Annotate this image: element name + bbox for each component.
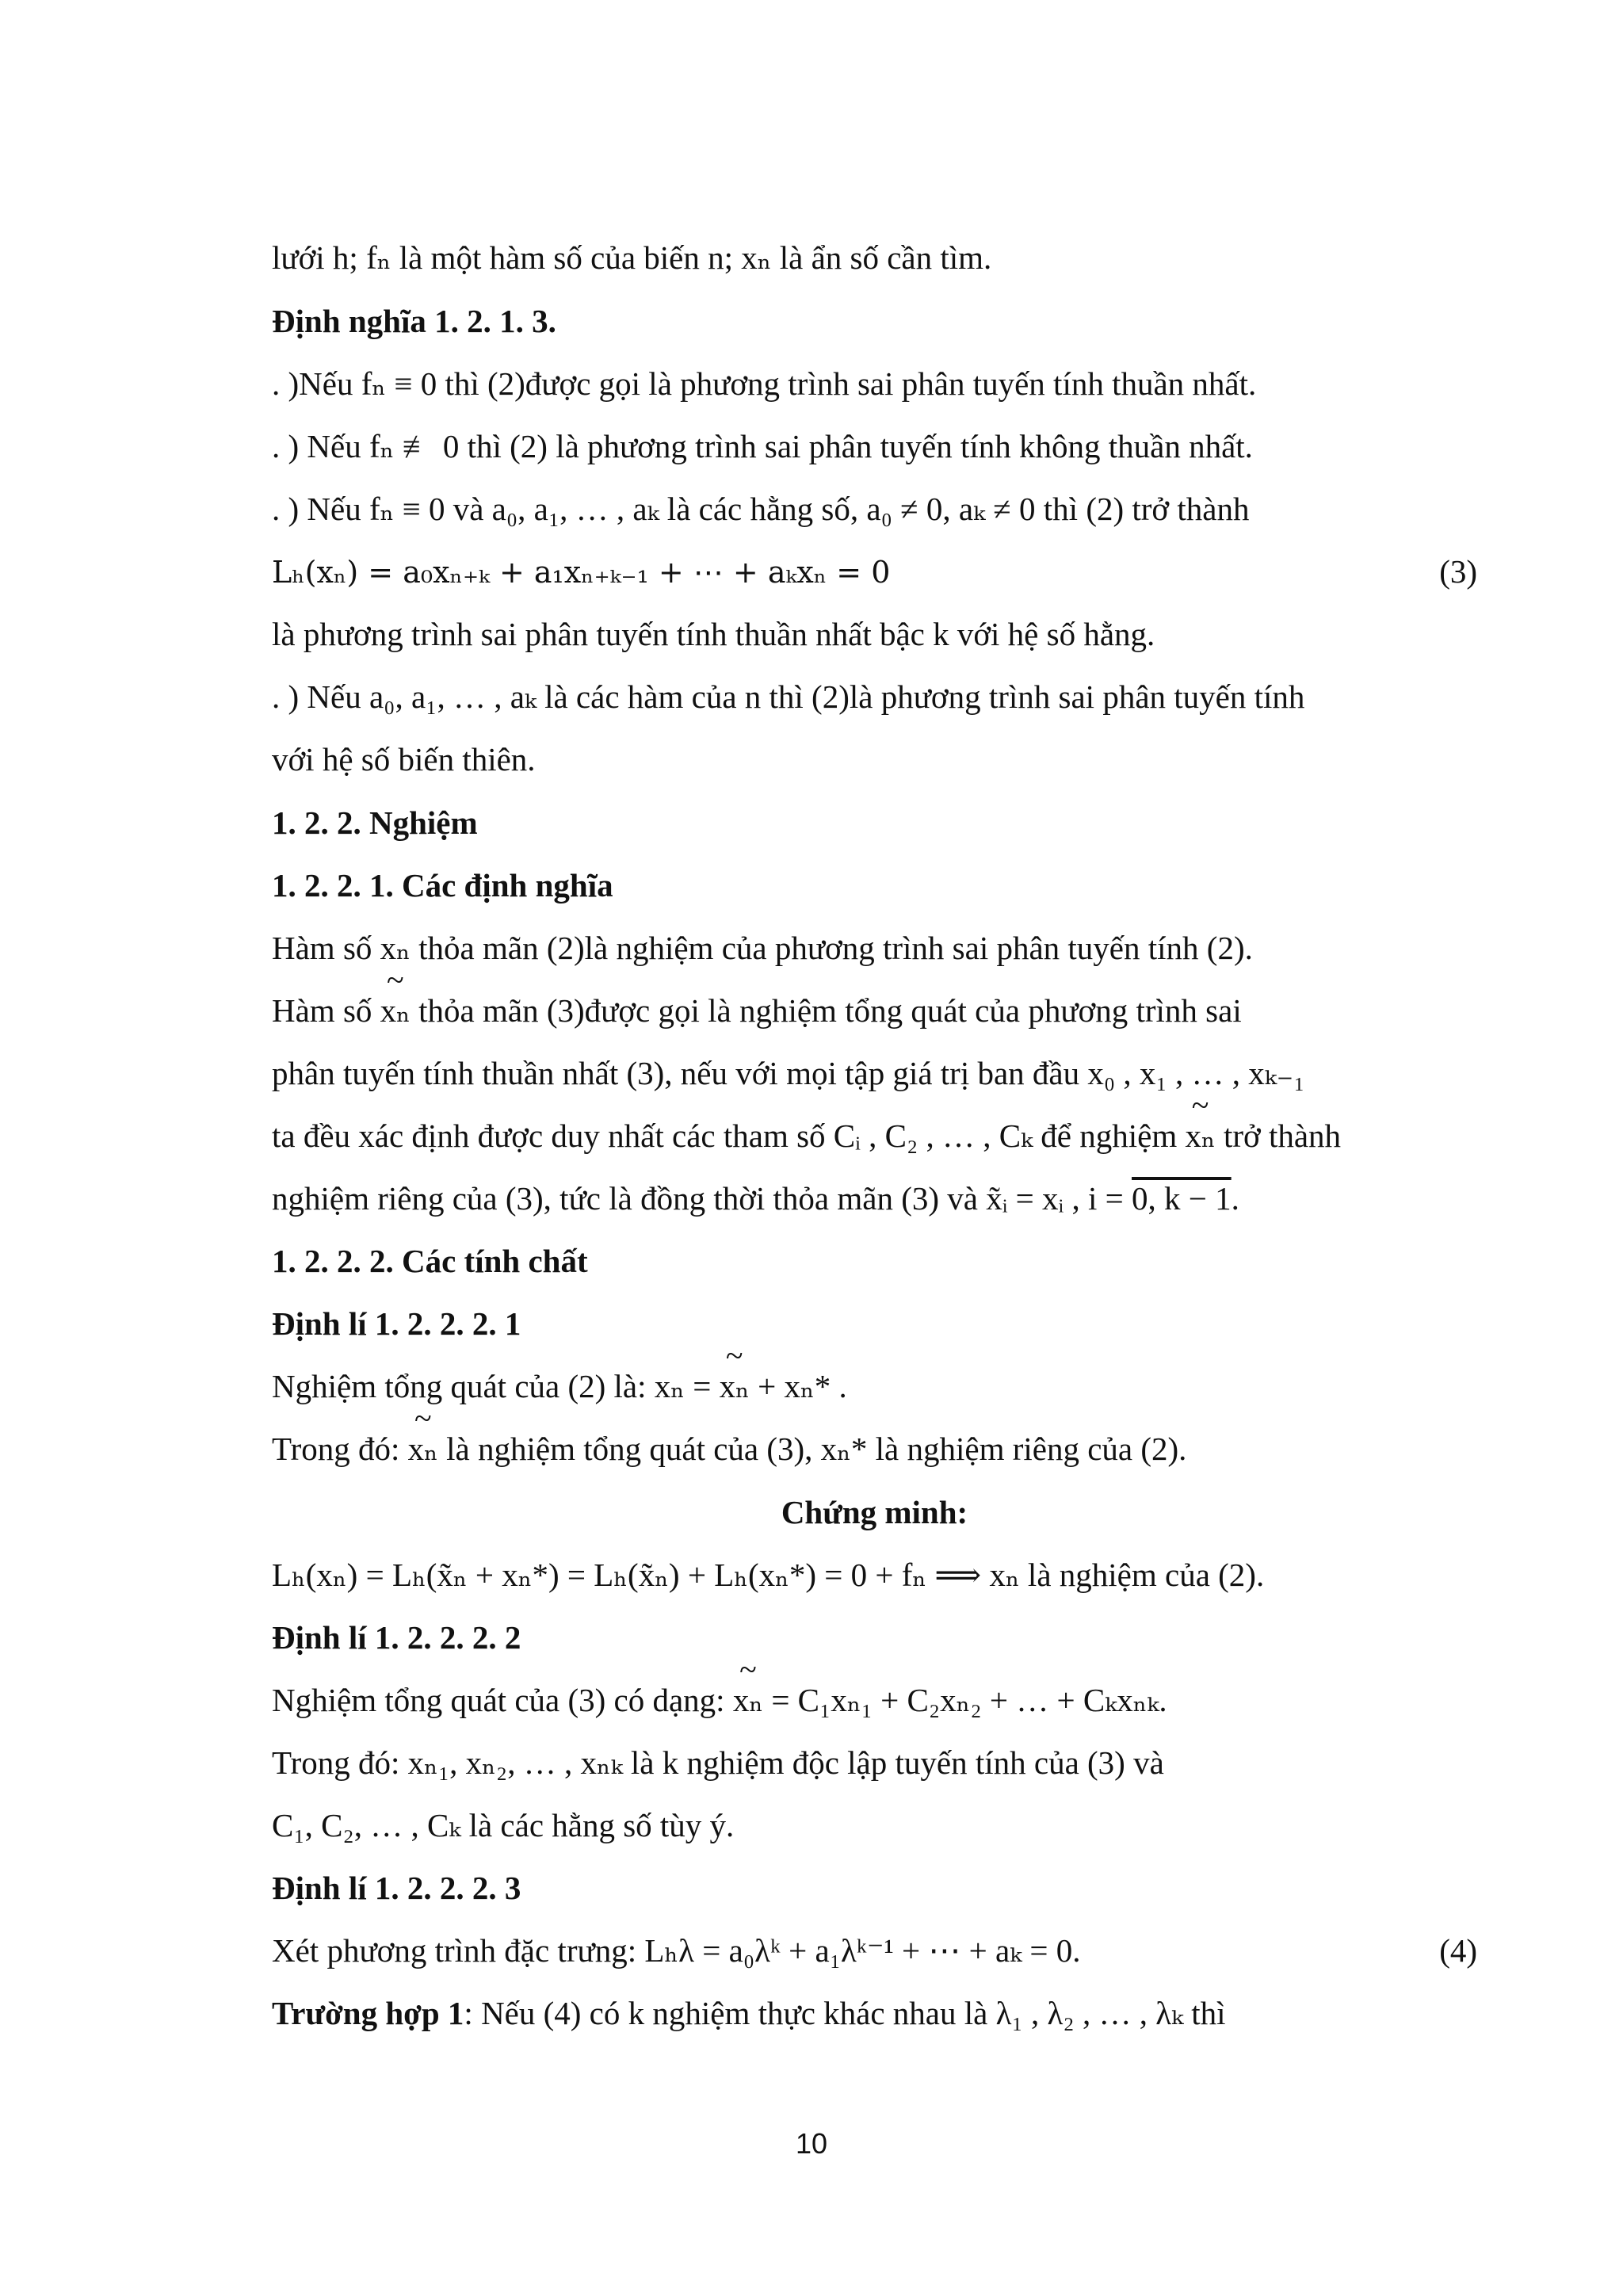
definition-heading: Định nghĩa 1. 2. 1. 3.: [272, 303, 556, 339]
general-solution-symbol: ~ xₙ: [408, 1427, 438, 1471]
page-number: 10: [795, 2127, 828, 2160]
subsection-heading: 1. 2. 2. 1. Các định nghĩa: [272, 867, 613, 904]
text-line: Nghiệm tổng quát của (3) có dạng: ~ xₙ = C₁xₙ₁ + C₂xₙ₂ + … + Cₖxₙₖ.: [272, 1678, 1477, 1722]
general-solution-symbol: ~ xₙ: [720, 1364, 750, 1408]
general-solution-symbol: ~ xₙ: [1185, 1114, 1215, 1158]
text-line: Trong đó: xₙ₁, xₙ₂, … , xₙₖ là k nghiệm độc lập tuyến tính của (3) và: [272, 1744, 1164, 1781]
general-solution-symbol: ~ xₙ: [380, 988, 411, 1033]
text-line: phân tuyến tính thuần nhất (3), nếu với mọi tập giá trị ban đầu x₀ , x₁ , … , xₖ₋₁: [272, 1055, 1305, 1091]
text-line: nghiệm riêng của (3), tức là đồng thời thỏa mãn (3) và x̃ᵢ = xᵢ , i = 0, k − 1.: [272, 1180, 1239, 1217]
proof-equation: Lₕ(xₙ) = Lₕ(x̃ₙ + xₙ*) = Lₕ(x̃ₙ) + Lₕ(xₙ*) = 0 + fₙ ⟹ xₙ là nghiệm của (2).: [272, 1557, 1265, 1593]
text-line: . )Nếu fₙ ≡ 0 thì (2)được gọi là phương trình sai phân tuyến tính thuần nhất.: [272, 365, 1257, 402]
theorem-heading: Định lí 1. 2. 2. 2. 3: [272, 1870, 521, 1906]
case-label: Trường hợp 1: [272, 1995, 464, 2031]
text-line: . ) Nếu fₙ ≢ 0 thì (2) là phương trình sai phân tuyến tính không thuần nhất.: [272, 428, 1253, 464]
text-line: . ) Nếu a₀, a₁, … , aₖ là các hàm của n thì (2)là phương trình sai phân tuyến tính: [272, 678, 1305, 715]
equation-4: Xét phương trình đặc trưng: Lₕλ = a₀λᵏ + a₁λᵏ⁻¹ + ⋯ + aₖ = 0.: [272, 1932, 1081, 1969]
text-line: Hàm số ~ xₙ thỏa mãn (3)được gọi là nghiệm tổng quát của phương trình sai: [272, 988, 1477, 1033]
text-line: Nghiệm tổng quát của (2) là: xₙ = ~ xₙ + xₙ* .: [272, 1364, 1477, 1408]
text-line: Trường hợp 1: Nếu (4) có k nghiệm thực khác nhau là λ₁ , λ₂ , … , λₖ thì: [272, 1995, 1226, 2031]
equation-number: (3): [1439, 553, 1477, 590]
text-line: Trong đó: ~ xₙ là nghiệm tổng quát của (3), xₙ* là nghiệm riêng của (2).: [272, 1427, 1477, 1471]
theorem-heading: Định lí 1. 2. 2. 2. 1: [272, 1305, 521, 1342]
index-range: 0, k − 1: [1132, 1180, 1232, 1217]
equation-number: (4): [1439, 1932, 1477, 1969]
general-solution-symbol: ~ xₙ: [733, 1678, 763, 1722]
equation-line: [272, 1928, 1477, 1973]
equation-line: [272, 549, 1477, 594]
theorem-heading: Định lí 1. 2. 2. 2. 2: [272, 1619, 521, 1656]
text-line: lưới h; fₙ là một hàm số của biến n; xₙ là ẩn số cần tìm.: [272, 239, 992, 276]
section-heading: 1. 2. 2. Nghiệm: [272, 804, 478, 841]
subsection-heading: 1. 2. 2. 2. Các tính chất: [272, 1243, 588, 1279]
text-line: ta đều xác định được duy nhất các tham số Cᵢ , C₂ , … , Cₖ để nghiệm ~ xₙ trở thành: [272, 1114, 1477, 1158]
text-line: là phương trình sai phân tuyến tính thuần nhất bậc k với hệ số hằng.: [272, 616, 1155, 652]
text-line: . ) Nếu fₙ ≡ 0 và a₀, a₁, … , aₖ là các hằng số, a₀ ≠ 0, aₖ ≠ 0 thì (2) trở thành: [272, 491, 1250, 527]
text-line: Hàm số xₙ thỏa mãn (2)là nghiệm của phương trình sai phân tuyến tính (2).: [272, 930, 1253, 966]
equation-3: Lₕ(xₙ) = a₀xₙ₊ₖ + a₁xₙ₊ₖ₋₁ + ⋯ + aₖxₙ = 0: [272, 555, 891, 590]
text-line: với hệ số biến thiên.: [272, 741, 536, 777]
proof-heading: Chứng minh:: [781, 1494, 968, 1530]
text-line: C₁, C₂, … , Cₖ là các hằng số tùy ý.: [272, 1807, 735, 1843]
